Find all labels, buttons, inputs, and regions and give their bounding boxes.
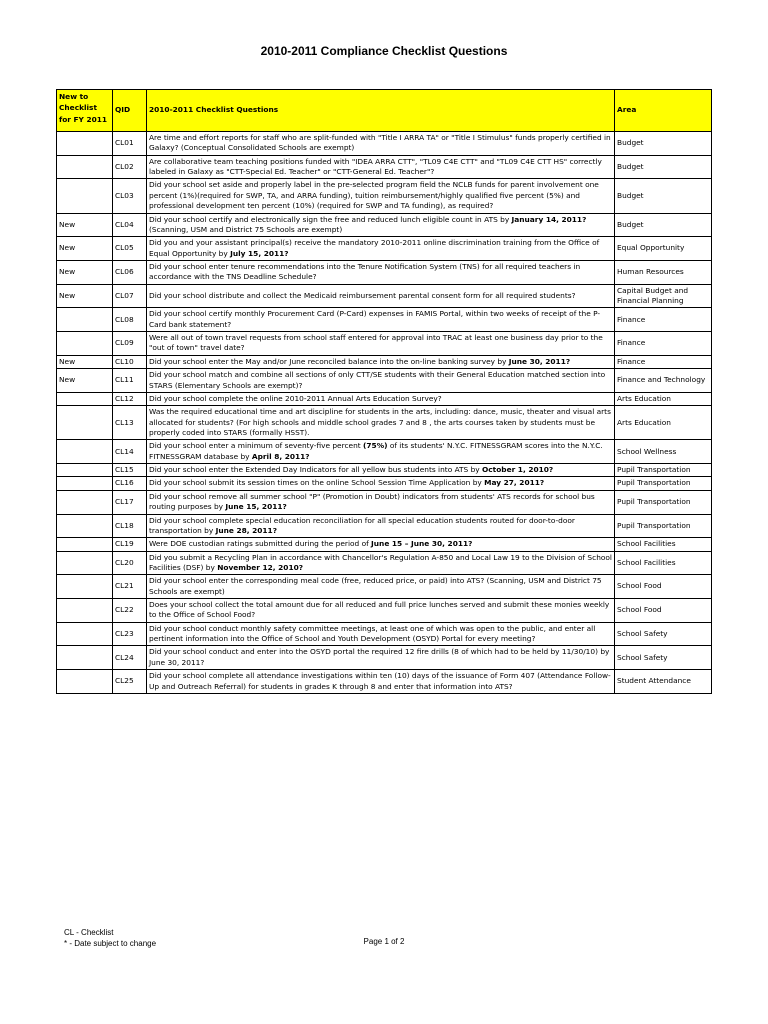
cell-area: Pupil Transportation bbox=[615, 514, 712, 538]
table-row bbox=[57, 355, 712, 368]
cell-area: School Facilities bbox=[615, 538, 712, 551]
header-question: 2010-2011 Checklist Questions bbox=[147, 90, 615, 132]
cell-new bbox=[57, 332, 113, 356]
question-text: Were DOE custodian ratings submitted during the period of bbox=[149, 539, 372, 549]
question-deadline: June 15 – June 30, 2011? bbox=[371, 539, 473, 549]
cell-qid: CL23 bbox=[113, 622, 147, 646]
cell-area: Pupil Transportation bbox=[615, 490, 712, 514]
table-row bbox=[57, 132, 712, 156]
table-row bbox=[57, 477, 712, 490]
question-deadline: April 8, 2011? bbox=[251, 451, 310, 461]
cell-question bbox=[147, 575, 615, 599]
question-text: Did your school enter the corresponding meal code (free, reduced price, or paid) into ATS? (Scanning, USM and District 75 Schools are exempt) bbox=[149, 576, 602, 596]
table-row bbox=[57, 464, 712, 477]
question-text: Did your school submit its session times on the online School Session Time Application by bbox=[149, 478, 485, 488]
cell-question bbox=[147, 355, 615, 368]
table-row bbox=[57, 392, 712, 405]
question-deadline: January 14, 2011? bbox=[511, 214, 587, 224]
question-text: Did your school set aside and properly label in the pre-selected program field the NCLB funds for parent involvement one percent (1%)(required for SWP, TA, and ARRA funding), tuition reimbursement/highly qualified five percent (5%) and professional development ten percent (10%) (required for SWP and TA funding), as required? bbox=[149, 180, 599, 211]
cell-area: Pupil Transportation bbox=[615, 477, 712, 490]
cell-area: Finance and Technology bbox=[615, 369, 712, 393]
question-text: (Scanning, USM and District 75 Schools are exempt) bbox=[149, 224, 343, 234]
table-header-row bbox=[57, 90, 712, 132]
cell-area: Student Attendance bbox=[615, 670, 712, 694]
question-text: Did your school match and combine all sections of only CTT/SE students with their General Education matched section into STARS (Elementary Schools are exempt)? bbox=[149, 370, 606, 390]
cell-qid: CL18 bbox=[113, 514, 147, 538]
question-text: Did your school conduct and enter into the OSYD portal the required 12 fire drills (8 of which had to be held by 11/30/10) by June 30, 2011? bbox=[149, 647, 610, 667]
cell-area: Capital Budget and Financial Planning bbox=[615, 284, 712, 308]
question-text: Did your school complete the online 2010-2011 Annual Arts Education Survey? bbox=[149, 393, 442, 403]
cell-qid: CL14 bbox=[113, 440, 147, 464]
cell-question bbox=[147, 514, 615, 538]
cell-qid: CL10 bbox=[113, 355, 147, 368]
question-text: Did your school complete all attendance investigations within ten (10) days of the issuance of Form 407 (Attendance Follow-Up and Outreach Referral) for students in grades K through 8 and enter that information into ATS? bbox=[149, 671, 611, 691]
cell-area: Finance bbox=[615, 308, 712, 332]
cell-question bbox=[147, 179, 615, 213]
table-row bbox=[57, 237, 712, 261]
cell-new bbox=[57, 464, 113, 477]
cell-qid: CL05 bbox=[113, 237, 147, 261]
cell-question bbox=[147, 538, 615, 551]
question-text: Did your school enter a minimum of seventy-five percent bbox=[149, 441, 364, 451]
page-title: 2010-2011 Compliance Checklist Questions bbox=[260, 44, 508, 58]
cell-qid: CL24 bbox=[113, 646, 147, 670]
table-row bbox=[57, 670, 712, 694]
question-text: Were all out of town travel requests from school staff entered for approval into TRAC at least one business day prior to the "out of town" travel date? bbox=[149, 333, 603, 353]
cell-question bbox=[147, 213, 615, 237]
cell-question bbox=[147, 477, 615, 490]
question-deadline: (75%) bbox=[363, 441, 388, 451]
table-body bbox=[57, 132, 712, 694]
cell-question bbox=[147, 646, 615, 670]
cell-question bbox=[147, 392, 615, 405]
cell-qid: CL01 bbox=[113, 132, 147, 156]
table-row bbox=[57, 284, 712, 308]
cell-new bbox=[57, 490, 113, 514]
cell-qid: CL04 bbox=[113, 213, 147, 237]
legend-checklist: CL - Checklist bbox=[64, 928, 114, 937]
question-text: Did your school conduct monthly safety committee meetings, at least one of which was open to the public, and enter all pertinent information into the Office of School and Youth Development (OSYD) Portal for every meeting? bbox=[149, 623, 596, 644]
question-text: Did your school certify monthly Procurement Card (P-Card) expenses in FAMIS Portal, within two weeks of receipt of the P-Card bank statement? bbox=[149, 309, 601, 329]
table-row bbox=[57, 332, 712, 356]
cell-question bbox=[147, 622, 615, 646]
cell-new bbox=[57, 308, 113, 332]
cell-qid: CL13 bbox=[113, 406, 147, 440]
question-text: Did you submit a Recycling Plan in accordance with Chancellor's Regulation A-850 and Local Law 19 to the Division of School Facilities (DSF) by bbox=[149, 552, 612, 572]
table-row bbox=[57, 646, 712, 670]
cell-area: Pupil Transportation bbox=[615, 464, 712, 477]
table-row bbox=[57, 155, 712, 179]
table-row bbox=[57, 575, 712, 599]
cell-new bbox=[57, 392, 113, 405]
question-text: Does your school collect the total amount due for all reduced and full price lunches served and submit these monies weekly to the Office of School Food? bbox=[149, 600, 610, 620]
cell-question bbox=[147, 551, 615, 575]
cell-area: Budget bbox=[615, 132, 712, 156]
cell-qid: CL17 bbox=[113, 490, 147, 514]
question-deadline: November 12, 2010? bbox=[217, 562, 304, 572]
cell-question bbox=[147, 332, 615, 356]
cell-new: New bbox=[57, 355, 113, 368]
header-qid: QID bbox=[113, 90, 147, 132]
question-text: Did your school enter tenure recommendations into the Tenure Notification System (TNS) for all required teachers in accordance with the TNS Deadline Schedule? bbox=[149, 261, 581, 282]
table-row bbox=[57, 622, 712, 646]
cell-qid: CL09 bbox=[113, 332, 147, 356]
table-row bbox=[57, 179, 712, 213]
cell-qid: CL03 bbox=[113, 179, 147, 213]
cell-area: Finance bbox=[615, 332, 712, 356]
cell-area: Human Resources bbox=[615, 260, 712, 284]
cell-new bbox=[57, 551, 113, 575]
cell-new: New bbox=[57, 213, 113, 237]
cell-area: Budget bbox=[615, 155, 712, 179]
cell-new bbox=[57, 514, 113, 538]
question-text: Did your school distribute and collect the Medicaid reimbursement parental consent form for all required students? bbox=[149, 290, 576, 300]
cell-question bbox=[147, 260, 615, 284]
cell-question bbox=[147, 406, 615, 440]
cell-qid: CL07 bbox=[113, 284, 147, 308]
cell-new: New bbox=[57, 237, 113, 261]
cell-area: School Wellness bbox=[615, 440, 712, 464]
cell-area: Arts Education bbox=[615, 392, 712, 405]
cell-new bbox=[57, 477, 113, 490]
cell-new bbox=[57, 406, 113, 440]
table-row bbox=[57, 308, 712, 332]
cell-new bbox=[57, 646, 113, 670]
question-deadline: July 15, 2011? bbox=[230, 248, 289, 258]
cell-qid: CL19 bbox=[113, 538, 147, 551]
page-number: Page 1 of 2 bbox=[363, 937, 405, 946]
cell-area: School Safety bbox=[615, 622, 712, 646]
cell-question bbox=[147, 599, 615, 623]
question-text: Did you and your assistant principal(s) receive the mandatory 2010-2011 online discrimination training from the Office of Equal Opportunity by bbox=[149, 238, 600, 258]
cell-question bbox=[147, 369, 615, 393]
question-text: Did your school remove all summer school "P" (Promotion in Doubt) indicators from students' ATS records for school bus routing purposes by bbox=[149, 491, 595, 512]
cell-qid: CL22 bbox=[113, 599, 147, 623]
cell-question bbox=[147, 308, 615, 332]
table-row bbox=[57, 599, 712, 623]
question-text: Did your school complete special education reconciliation for all special education students routed for door-to-door transportation by bbox=[149, 515, 575, 535]
question-text: Was the required educational time and art discipline for students in the arts, including: dance, music, theater and visual arts allocated for students? (For high schools and middle school grades 7 and 8 , the arts courses taken by students must be properly coded into STARS (formally HSST). bbox=[149, 407, 611, 437]
cell-qid: CL06 bbox=[113, 260, 147, 284]
table-row bbox=[57, 538, 712, 551]
cell-qid: CL16 bbox=[113, 477, 147, 490]
table-row bbox=[57, 440, 712, 464]
question-text: Are time and effort reports for staff who are split-funded with "Title I ARRA TA" or "Title I Stimulus" funds properly certified in Galaxy? (Conceptual Consolidated Schools are exempt) bbox=[149, 133, 611, 153]
table-row bbox=[57, 260, 712, 284]
question-deadline: June 28, 2011? bbox=[215, 525, 277, 535]
question-text: Did your school enter the Extended Day Indicators for all yellow bus students into ATS by bbox=[149, 465, 483, 475]
cell-new: New bbox=[57, 369, 113, 393]
cell-new bbox=[57, 538, 113, 551]
header-new-to-checklist: New to Checklist for FY 2011 bbox=[57, 90, 113, 132]
cell-new bbox=[57, 155, 113, 179]
question-deadline: June 15, 2011? bbox=[225, 502, 287, 512]
legend-date-note: * - Date subject to change bbox=[64, 939, 157, 948]
cell-question bbox=[147, 670, 615, 694]
table-row bbox=[57, 490, 712, 514]
cell-area: School Food bbox=[615, 599, 712, 623]
cell-new bbox=[57, 575, 113, 599]
cell-area: School Safety bbox=[615, 646, 712, 670]
cell-area: Budget bbox=[615, 179, 712, 213]
cell-qid: CL12 bbox=[113, 392, 147, 405]
table-row bbox=[57, 406, 712, 440]
cell-question bbox=[147, 155, 615, 179]
cell-qid: CL21 bbox=[113, 575, 147, 599]
cell-new bbox=[57, 599, 113, 623]
table-row bbox=[57, 551, 712, 575]
cell-new bbox=[57, 670, 113, 694]
question-text: Did your school enter the May and/or June reconciled balance into the on-line banking survey by bbox=[149, 356, 509, 366]
cell-qid: CL02 bbox=[113, 155, 147, 179]
cell-qid: CL08 bbox=[113, 308, 147, 332]
checklist-table bbox=[56, 89, 712, 694]
question-deadline: October 1, 2010? bbox=[482, 465, 554, 475]
cell-area: Equal Opportunity bbox=[615, 237, 712, 261]
cell-question bbox=[147, 284, 615, 308]
question-text: Are collaborative team teaching positions funded with "IDEA ARRA CTT", "TL09 C4E CTT" and "TL09 C4E CTT HS" correctly labeled in Galaxy as "CTT-Special Ed. Teacher" or "CTT-General Ed. Teacher"? bbox=[149, 156, 602, 177]
cell-new bbox=[57, 622, 113, 646]
question-deadline: June 30, 2011? bbox=[508, 356, 571, 366]
cell-area: Budget bbox=[615, 213, 712, 237]
cell-area: Arts Education bbox=[615, 406, 712, 440]
cell-area: School Facilities bbox=[615, 551, 712, 575]
cell-qid: CL11 bbox=[113, 369, 147, 393]
cell-question bbox=[147, 464, 615, 477]
cell-new bbox=[57, 179, 113, 213]
cell-qid: CL20 bbox=[113, 551, 147, 575]
cell-question bbox=[147, 132, 615, 156]
cell-question bbox=[147, 237, 615, 261]
header-area: Area bbox=[615, 90, 712, 132]
cell-qid: CL25 bbox=[113, 670, 147, 694]
table-row bbox=[57, 369, 712, 393]
question-text: Did your school certify and electronically sign the free and reduced lunch eligible count in ATS by bbox=[149, 214, 512, 224]
cell-new: New bbox=[57, 284, 113, 308]
cell-qid: CL15 bbox=[113, 464, 147, 477]
table-row bbox=[57, 213, 712, 237]
cell-new: New bbox=[57, 260, 113, 284]
cell-area: Finance bbox=[615, 355, 712, 368]
table-row bbox=[57, 514, 712, 538]
cell-area: School Food bbox=[615, 575, 712, 599]
cell-new bbox=[57, 132, 113, 156]
question-text: of its students' N.Y.C. FITNESSGRAM scores into the N.Y.C. FITNESSGRAM database by bbox=[149, 441, 603, 461]
cell-question bbox=[147, 490, 615, 514]
cell-question bbox=[147, 440, 615, 464]
question-deadline: May 27, 2011? bbox=[484, 478, 545, 488]
cell-new bbox=[57, 440, 113, 464]
